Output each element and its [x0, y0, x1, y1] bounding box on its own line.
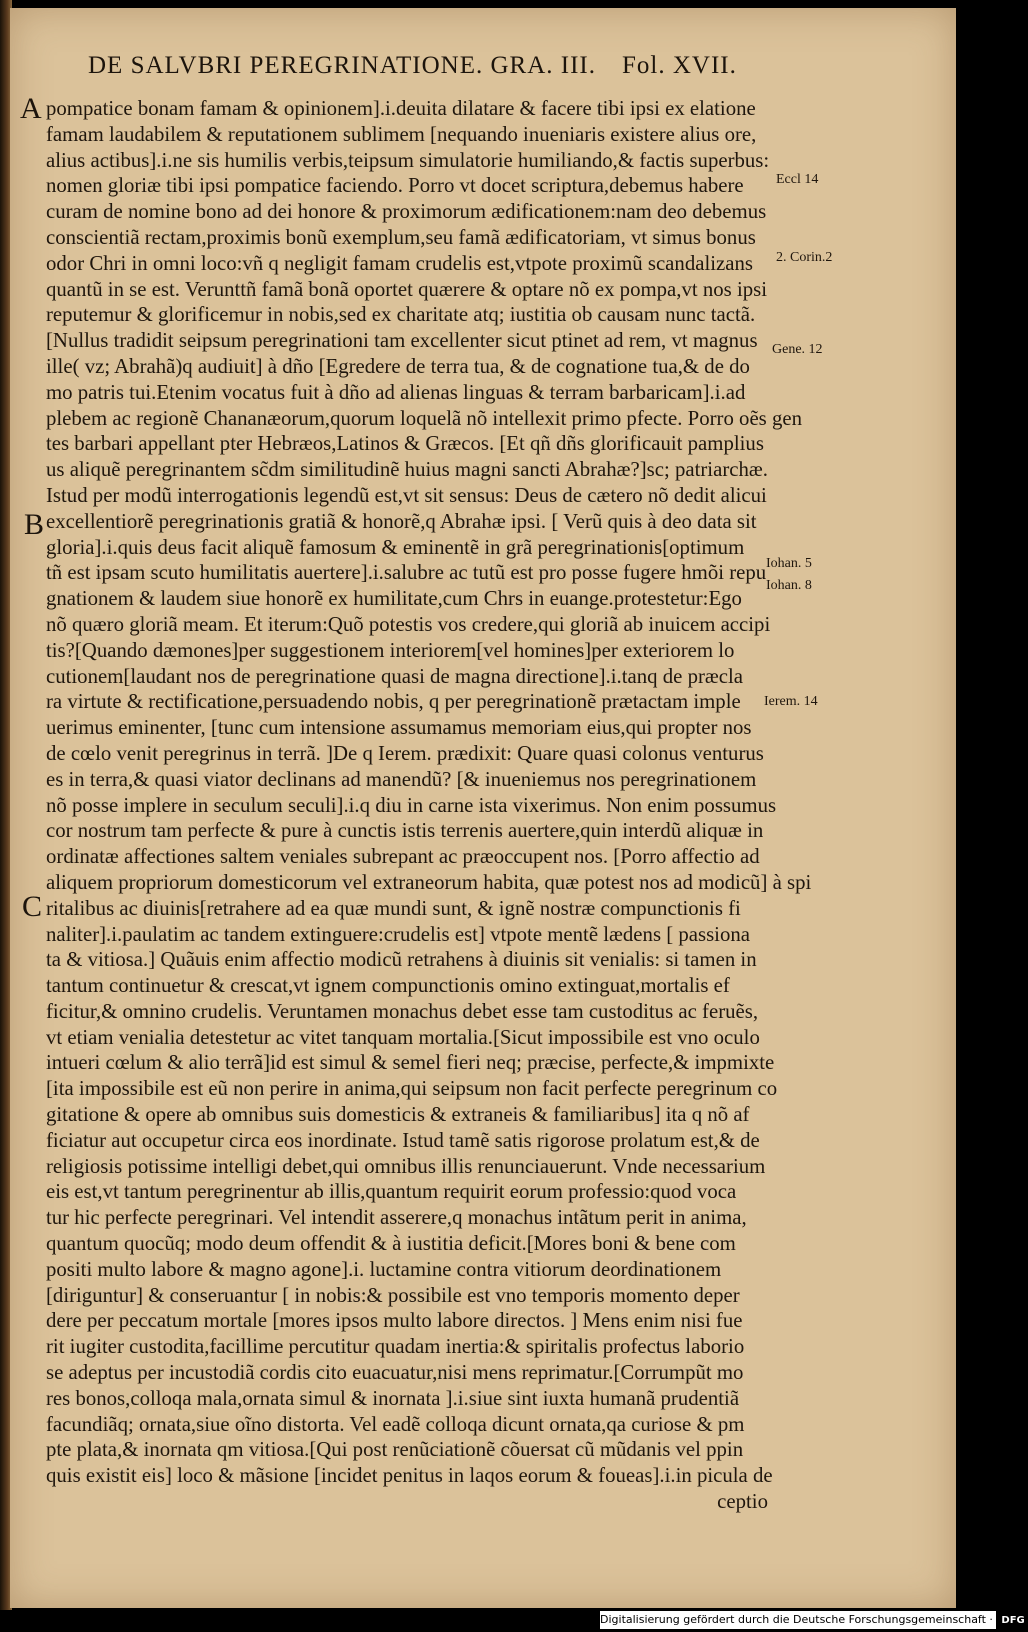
text-line: excellentiorẽ peregrinationis gratiã & honorẽ,q Abrahæ ipsi. [ Verũ quis à deo data sit: [46, 509, 757, 533]
text-line: religiosis potissime intelligi debet,qui omnibus illis renunciauerunt. Vnde necessarium: [46, 1154, 766, 1178]
text-line: nomen gloriæ tibi ipsi pompatice faciendo. Porro vt docet scriptura,debemus habere: [46, 174, 744, 198]
text-line: gnationem & laudem siue honorẽ ex humilitate,cum Chrs in euange.protestetur:Ego: [46, 587, 742, 611]
text-line: aliquem propriorum domesticorum vel extraneorum habita, quæ potest nos ad modicũ] à spi: [46, 870, 812, 894]
text-line: dere per peccatum mortale [mores ipsos multo labore directos. ] Mens enim nisi fue: [46, 1309, 743, 1333]
text-line: ordinatæ affectiones saltem veniales subrepant ac præoccupent nos. [Porro affectio ad: [46, 845, 760, 869]
text-line: quantũ in se est. Verunttñ famã bonã oportet quærere & optare nõ ex pompa,vt nos ipsi: [46, 277, 767, 301]
text-line: [Nullus tradidit seipsum peregrinationi tam excellenter sicut ptinet ad rem, vt magnus: [46, 329, 758, 353]
text-line: tantum continuetur & crescat,vt ignem compunctionis omino extinguat,mortalis ef: [46, 974, 730, 998]
text-line: mo patris tui.Etenim vocatus fuit à dño ad alienas linguas & terram barbaricam].i.ad: [46, 380, 746, 404]
text-line: ille( vz; Abrahã)q audiuit] à dño [Egredere de terra tua, & de cognatione tua,& de do: [46, 354, 750, 378]
text-line: tis?[Quando dæmones]per suggestionem interiorem[vel homines]per exteriorem lo: [46, 638, 735, 662]
text-line: tur hic perfecte peregrinari. Vel intendit asserere,q monachus intãtum perit in anima,: [46, 1206, 747, 1230]
text-line: se adeptus per incustodiã cordis cito euacuatur,nisi mens reprimatur.[Corrumpũt mo: [46, 1361, 744, 1385]
text-line: rit iugiter custodita,facillime percutitur quadam inertia:& spiritalis profectus laborio: [46, 1335, 745, 1359]
margin-note-eccl: Eccl 14: [776, 172, 819, 187]
text-line: eis est,vt tantum peregrinentur ab illis,quantum requirit eorum professio:quod voca: [46, 1180, 737, 1204]
dfg-logo: DFG: [998, 1614, 1027, 1628]
section-letter-b: B: [24, 508, 45, 541]
text-line: ceptio: [717, 1490, 768, 1514]
text-line: ra virtute & rectificatione,persuadendo nobis, q per peregrinationẽ prætactam imple: [46, 690, 741, 714]
text-line: de cœlo venit peregrinus in terrã. ]De q Ierem. prædixit: Quare quasi colonus venturus: [46, 741, 764, 765]
text-line: nõ posse implere in seculum seculi].i.q diu in carne ista vixerimus. Non enim possumus: [46, 793, 777, 817]
text-line: us aliquẽ peregrinantem sc̃dm similitudinẽ huius magni sancti Abrahæ?]sc; patriarchæ.: [46, 458, 768, 482]
text-line: ficiatur aut occupetur circa eos inordinate. Istud tamẽ satis rigorose prolatum est,& de: [46, 1128, 760, 1152]
text-line: odor Chri in omni loco:vñ q negligit famam crudelis est,vtpote proximũ scandalizans: [46, 251, 753, 275]
section-letter-c: C: [22, 890, 43, 923]
text-line: [diriguntur] & conseruantur [ in nobis:& possibile est vno temporis momento deper: [46, 1283, 740, 1307]
footer-text: Digitalisierung gefördert durch die Deutsche Forschungsgemeinschaft ·: [600, 1613, 993, 1626]
text-line: quis existit eis] loco & mãsione [incidet penitus in laqos eorum & foueas].i.in picula de: [46, 1464, 773, 1488]
text-line: plebem ac regionẽ Chananæorum,quorum loquelã nõ intellexit primo pfecte. Porro oẽs gen: [46, 406, 802, 430]
text-line: uerimus eminenter, [tunc cum intensione assumamus memoriam eius,qui propter nos: [46, 716, 752, 740]
text-line: pompatice bonam famam & opinionem].i.deuita dilatare & facere tibi ipsi ex elatione: [46, 97, 756, 120]
text-line: naliter].i.paulatim ac tandem extinguere:crudelis est] vtpote mentẽ lædens [ passiona: [46, 922, 750, 946]
text-line: cor nostrum tam perfecte & pure à cunctis istis terrenis auertere,quin interdũ aliquæ in: [46, 819, 764, 843]
margin-note-corin: 2. Corin.2: [776, 250, 833, 265]
text-line: tes barbari appellant pter Hebræos,Latinos & Græcos. [Et qñ dñs glorificauit pamplius: [46, 432, 764, 456]
text-line: ritalibus ac diuinis[retrahere ad ea quæ mundi sunt, & ignẽ nostræ compunctionis fi: [46, 896, 741, 920]
margin-note-gene: Gene. 12: [772, 342, 823, 357]
section-letter-a: A: [20, 92, 42, 125]
text-line: famam laudabilem & reputationem sublimem [nequando inueniaris existere alius ore,: [46, 122, 757, 146]
folio-number: Fol. XVII.: [622, 52, 737, 79]
text-line: cutionem[laudant nos de peregrinatione quasi de magna directione].i.tanq de præcla: [46, 664, 744, 688]
text-line: tñ est ipsam scuto humilitatis auertere].i.salubre ac tutũ est pro posse fugere hmõi repu: [46, 561, 767, 585]
text-line: conscientiã rectam,proximis bonũ exemplum,seu famã ædificatoriam, vt simus bonus: [46, 225, 756, 249]
text-line: pte plata,& inornata qm vitiosa.[Qui post renũciationẽ cõuersat cũ mũdanis vel ppin: [46, 1438, 744, 1462]
text-line: [ita impossibile est eũ non perire in anima,qui seipsum non facit perfecte peregrinum co: [46, 1077, 778, 1101]
text-line: Istud per modũ interrogationis legendũ est,vt sit sensus: Deus de cætero nõ dedit alicui: [46, 483, 767, 507]
running-header: [88, 52, 800, 80]
dark-margin: [956, 0, 1000, 1632]
text-line: es in terra,& quasi viator declinans ad manendũ? [& inueniemus nos peregrinationem: [46, 767, 757, 791]
text-line: alius actibus].i.ne sis humilis verbis,teipsum simulatorie humiliando,& factis superbus:: [46, 148, 770, 172]
text-line: reputemur & glorificemur in nobis,sed ex charitate atq; iustitia ob causam nunc tactã.: [46, 303, 756, 327]
dfg-footer: [600, 1611, 1025, 1629]
text-line: positi multo labore & magno agone].i. luctamine contra vitiorum deordinationem: [46, 1257, 722, 1281]
text-line: facundiãq; ornata,siue oĩno distorta. Vel eadẽ colloqa dicunt ornata,qa curiose & pm: [46, 1412, 745, 1436]
margin-note-iohan8: Iohan. 8: [766, 578, 812, 593]
text-line: ta & vitiosa.] Quãuis enim affectio modicũ retrahens à diuinis sit venialis: si tamen in: [46, 948, 757, 972]
text-line: gloria].i.quis deus facit aliquẽ famosum & eminentẽ in grã peregrinationis[optimum: [46, 535, 745, 559]
text-line: vt etiam venialia detestetur ac vitet tanquam mortalia.[Sicut impossibile est vno oculo: [46, 1025, 760, 1049]
text-line: gitatione & opere ab omnibus suis domesticis & extraneis & familiaribus] ita q nõ af: [46, 1103, 750, 1127]
margin-note-ierem: Ierem. 14: [764, 694, 818, 709]
text-line: quantum quocũq; modo deum offendit & à iustitia deficit.[Mores boni & bene com: [46, 1232, 736, 1256]
text-line: curam de nomine bono ad dei honore & proximorum ædificationem:nam deo debemus: [46, 200, 767, 224]
text-line: intueri cœlum & alio terrã]id est simul & semel fieri neq; præcise, perfecte,& impmixte: [46, 1051, 775, 1075]
margin-note-iohan5: Iohan. 5: [766, 556, 812, 571]
header-title: DE SALVBRI PEREGRINATIONE. GRA. III.: [88, 52, 596, 79]
text-line: nõ quæro gloriã meam. Et iterum:Quõ potestis vos credere,qui gloriã ab inuicem accipi: [46, 612, 771, 636]
text-line: ficitur,& omnino crudelis. Veruntamen monachus debet esse tam custoditus ac feruẽs,: [46, 999, 759, 1023]
text-line: res bonos,colloqa mala,ornata simul & inornata ].i.siue sint iuxta humanã prudentiã: [46, 1386, 740, 1410]
